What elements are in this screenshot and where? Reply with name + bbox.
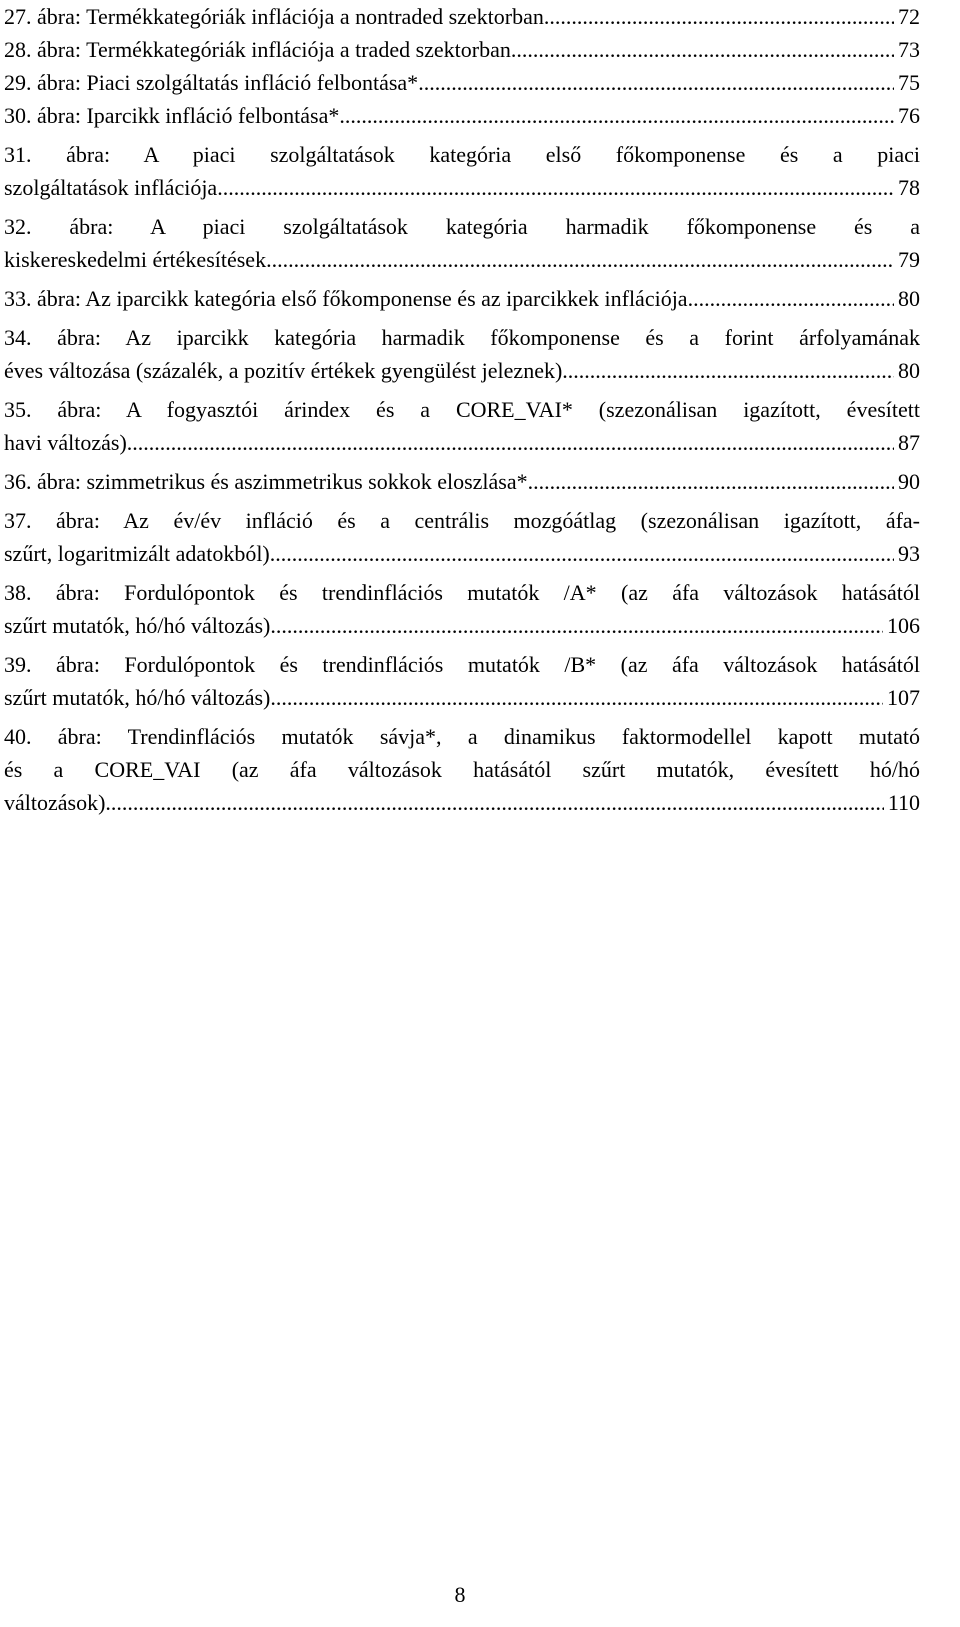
toc-entry-page: 75 <box>898 70 920 95</box>
toc-entry-title: 30. ábra: Iparcikk infláció felbontása* <box>4 103 340 128</box>
toc-entry-line: 35. ábra: A fogyasztói árindex és a CORE_VAI* (szezonálisan igazított, évesített <box>4 397 920 422</box>
toc-entry-line: 37. ábra: Az év/év infláció és a centrális mozgóátlag (szezonálisan igazított, áfa- <box>4 508 920 533</box>
toc-entry-title: havi változás) <box>4 430 127 455</box>
toc-entry-title: szűrt mutatók, hó/hó változás) <box>4 613 271 638</box>
dot-leader <box>528 465 894 498</box>
toc-entry-page: 72 <box>898 4 920 29</box>
dot-leader <box>127 426 894 459</box>
toc-entry-page: 80 <box>898 358 920 383</box>
toc-entry-last-line <box>4 354 920 387</box>
toc-entry-title: változások) <box>4 790 106 815</box>
toc-entry[interactable] <box>4 66 920 99</box>
toc-entry-page: 79 <box>898 247 920 272</box>
toc-entry-title: 33. ábra: Az iparcikk kategória első főkomponense és az iparcikkek inflációja <box>4 286 688 311</box>
toc-entry-page: 106 <box>887 613 920 638</box>
toc-entry-last-line <box>4 537 920 570</box>
toc-entry-line: 40. ábra: Trendinflációs mutatók sávja*, a dinamikus faktormodellel kapott mutató <box>4 724 920 749</box>
toc-entry-line: 38. ábra: Fordulópontok és trendinflációs mutatók /A* (az áfa változások hatásától <box>4 580 920 605</box>
dot-leader <box>511 33 894 66</box>
toc-entry-line: 32. ábra: A piaci szolgáltatások kategória harmadik főkomponense és a <box>4 214 920 239</box>
dot-leader <box>270 537 894 570</box>
toc-entry-page: 110 <box>887 790 920 815</box>
dot-leader <box>544 0 894 33</box>
dot-leader <box>339 99 894 132</box>
toc-entry[interactable] <box>4 33 920 66</box>
toc-entry-last-line <box>4 426 920 459</box>
dot-leader <box>270 609 883 642</box>
toc-entry-last-line <box>4 66 920 99</box>
toc-entry[interactable] <box>4 321 920 387</box>
page-number: 8 <box>454 1582 466 1607</box>
toc-entry-last-line <box>4 33 920 66</box>
toc-entry-page: 90 <box>898 469 920 494</box>
toc-entry-page: 87 <box>898 430 920 455</box>
toc-entry-last-line <box>4 681 920 714</box>
toc-entry[interactable] <box>4 465 920 498</box>
toc-entry[interactable] <box>4 210 920 276</box>
toc-entry-page: 73 <box>898 37 920 62</box>
toc-entry-last-line <box>4 786 920 819</box>
toc-entry-line: 31. ábra: A piaci szolgáltatások kategória első főkomponense és a piaci <box>4 142 920 167</box>
toc-entry-page: 107 <box>887 685 920 710</box>
toc-entry-last-line <box>4 243 920 276</box>
toc-entry-last-line <box>4 0 920 33</box>
toc-entry-page: 80 <box>898 286 920 311</box>
toc-entry[interactable] <box>4 138 920 204</box>
toc-entry[interactable] <box>4 0 920 33</box>
dot-leader <box>105 786 883 819</box>
dot-leader <box>266 243 894 276</box>
toc-entry-line: 34. ábra: Az iparcikk kategória harmadik főkomponense és a forint árfolyamának <box>4 325 920 350</box>
dot-leader <box>418 66 894 99</box>
toc-entry[interactable] <box>4 648 920 714</box>
toc-entry-line: és a CORE_VAI (az áfa változások hatásától szűrt mutatók, évesített hó/hó <box>4 757 920 782</box>
toc-entry-title: 36. ábra: szimmetrikus és aszimmetrikus sokkok eloszlása* <box>4 469 528 494</box>
toc-entry-last-line <box>4 282 920 315</box>
toc-entry-page: 93 <box>898 541 920 566</box>
toc-entry-title: szolgáltatások inflációja <box>4 175 218 200</box>
toc-entry-title: szűrt, logaritmizált adatokból) <box>4 541 270 566</box>
toc-entry-title: éves változása (százalék, a pozitív értékek gyengülést jeleznek) <box>4 358 563 383</box>
toc-entry[interactable] <box>4 720 920 819</box>
toc-entry[interactable] <box>4 282 920 315</box>
toc-entry-title: 29. ábra: Piaci szolgáltatás infláció felbontása* <box>4 70 419 95</box>
toc-entry-last-line <box>4 171 920 204</box>
dot-leader <box>688 282 894 315</box>
toc-entry-line: 39. ábra: Fordulópontok és trendinflációs mutatók /B* (az áfa változások hatásától <box>4 652 920 677</box>
dot-leader <box>270 681 883 714</box>
toc-entry-title: szűrt mutatók, hó/hó változás) <box>4 685 271 710</box>
toc-entry-title: kiskereskedelmi értékesítések <box>4 247 267 272</box>
toc-entry[interactable] <box>4 393 920 459</box>
toc-entry-last-line <box>4 609 920 642</box>
toc-entry-page: 78 <box>898 175 920 200</box>
toc-entry-page: 76 <box>898 103 920 128</box>
toc-entry-title: 27. ábra: Termékkategóriák inflációja a nontraded szektorban <box>4 4 544 29</box>
table-of-figures <box>4 0 920 819</box>
dot-leader <box>562 354 894 387</box>
dot-leader <box>217 171 894 204</box>
toc-entry-last-line <box>4 99 920 132</box>
toc-entry-last-line <box>4 465 920 498</box>
toc-entry[interactable] <box>4 504 920 570</box>
toc-entry[interactable] <box>4 576 920 642</box>
toc-entry-title: 28. ábra: Termékkategóriák inflációja a traded szektorban <box>4 37 511 62</box>
toc-entry[interactable] <box>4 99 920 132</box>
